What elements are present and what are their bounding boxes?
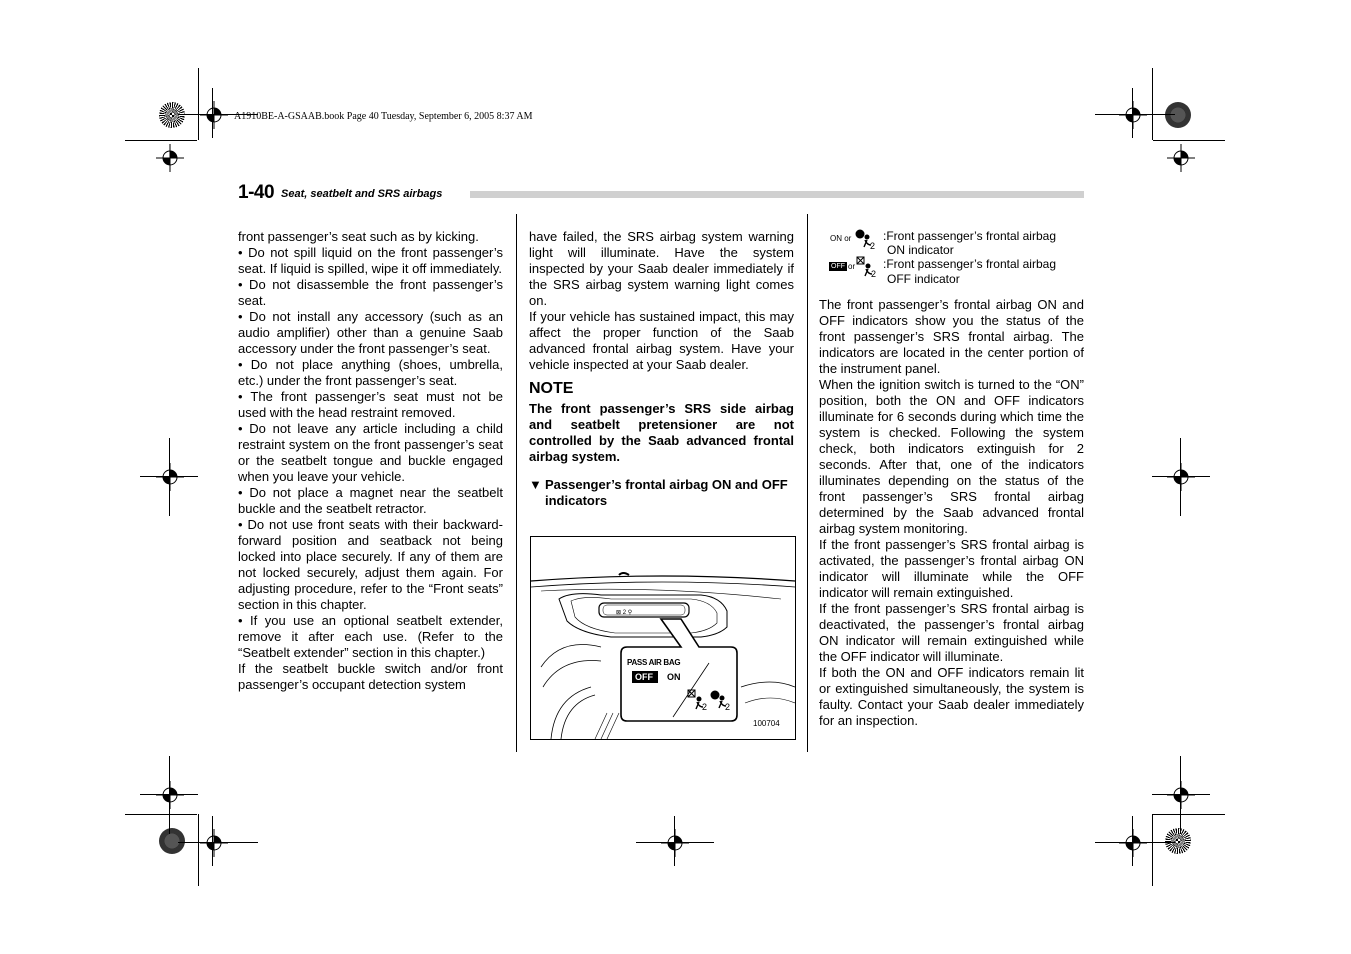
subsection-heading-text: Passenger’s frontal airbag ON and OFF indicators — [545, 477, 788, 508]
rosette-mark — [159, 828, 185, 854]
column-divider — [807, 214, 808, 752]
rosette-mark — [159, 102, 185, 128]
figure-number: 100704 — [753, 719, 780, 728]
rosette-mark — [1165, 828, 1191, 854]
off-box-icon: OFF — [831, 263, 845, 270]
svg-text:2: 2 — [871, 269, 877, 278]
column-3 — [819, 297, 1084, 729]
registration-mark — [1166, 462, 1196, 492]
paragraph: If your vehicle has sustained impact, this may affect the proper function of the Saab advanced frontal airbag system. Have your vehicle inspected at your Saab dealer. — [529, 309, 794, 372]
column-divider — [516, 214, 517, 752]
legend-prefix-or: or — [848, 262, 856, 271]
bullet-item: • Do not install any accessory (such as an audio amplifier) other than a genuine Saab accessory under the front passenger’s seat. — [238, 309, 503, 356]
registration-mark — [155, 462, 185, 492]
svg-text:2: 2 — [725, 702, 731, 711]
file-stamp: A1910BE-A-GSAAB.book Page 40 Tuesday, September 6, 2005 8:37 AM — [234, 111, 533, 122]
panel-label: PASS AIR BAG — [627, 658, 681, 667]
bullet-item: • The front passenger’s seat must not be used with the head restraint removed. — [238, 389, 503, 420]
paragraph: If both the ON and OFF indicators remain lit or extinguished simultaneously, the system is faulty. Contact your Saab dealer immediately for an inspection. — [819, 665, 1084, 728]
bullet-item: • Do not place a magnet near the seatbelt buckle and the seatbelt retractor. — [238, 485, 503, 516]
bullet-item: • Do not use front seats with their backward-forward position and seatback not being locked into place securely. If any of them are not locked securely, adjust them again. For adjusting procedure, refer to the “Front seats” section in this chapter. — [238, 517, 503, 612]
paragraph: have failed, the SRS airbag system warning light will illuminate. Have the system inspected by your Saab dealer immediately if the SRS airbag system warning light comes on. — [529, 229, 794, 308]
paragraph: If the front passenger’s SRS frontal airbag is activated, the passenger’s frontal airbag ON indicator will illuminate while the OFF indicator will remain extinguished. — [819, 537, 1084, 600]
registration-mark — [1118, 100, 1148, 130]
on-indicator-label: ON — [667, 672, 681, 682]
paragraph: When the ignition switch is turned to the “ON” position, both the ON and OFF indicators illuminate for 6 seconds during which time the system is checked. Following the system check, both indicators extinguish for 2 seconds. After that, one of the indicators illuminates depending on the status of the front passenger’s SRS frontal airbag determined by the Saab advanced frontal airbag system monitoring. — [819, 377, 1084, 536]
section-title: Seat, seatbelt and SRS airbags — [281, 188, 443, 200]
registration-mark — [1118, 828, 1148, 858]
header-bar — [470, 191, 1084, 198]
svg-text:2: 2 — [702, 702, 708, 711]
off-indicator-label: OFF — [635, 672, 653, 682]
legend-text: OFF indicator — [887, 272, 960, 286]
airbag-off-icon — [856, 256, 878, 278]
paragraph: The front passenger’s frontal airbag ON and OFF indicators show you the status of the front passenger’s SRS frontal airbag. The indicators are located in the center portion of the instrument panel. — [819, 297, 1084, 376]
registration-mark — [1166, 143, 1196, 173]
paragraph: front passenger’s seat such as by kicking. — [238, 229, 479, 244]
page-number: 1-40 — [238, 182, 275, 203]
bullet-item: • Do not disassemble the front passenger’s seat. — [238, 277, 503, 308]
dashboard-drawing — [531, 537, 795, 739]
airbag-on-icon — [854, 228, 878, 250]
paragraph: If the seatbelt buckle switch and/or front passenger’s occupant detection system — [238, 661, 503, 692]
note-title: NOTE — [529, 380, 574, 397]
note-text: The front passenger’s SRS side airbag and seatbelt pretensioner are not controlled by the Saab advanced frontal airbag system. — [529, 401, 794, 464]
airbag-off-icon — [687, 689, 709, 711]
svg-text:⊠ 2 ⚲: ⊠ 2 ⚲ — [616, 610, 633, 616]
airbag-on-icon — [709, 689, 733, 711]
registration-mark — [1166, 780, 1196, 810]
legend-prefix-on: ON or — [830, 234, 852, 243]
triangle-marker-icon: ▼ — [529, 477, 542, 492]
column-2 — [529, 229, 794, 509]
registration-mark — [199, 100, 229, 130]
bullet-item: • Do not place anything (shoes, umbrella, etc.) under the front passenger’s seat. — [238, 357, 503, 388]
registration-mark — [199, 828, 229, 858]
registration-mark — [660, 828, 690, 858]
legend-text: ON indicator — [887, 243, 954, 257]
registration-mark — [155, 143, 185, 173]
registration-mark — [155, 780, 185, 810]
legend-text: :Front passenger’s frontal airbag — [883, 229, 1056, 243]
column-1 — [238, 229, 503, 693]
paragraph: If the front passenger’s SRS frontal airbag is deactivated, the passenger’s frontal airbag ON indicator will remain extinguished while the OFF indicator will illuminate. — [819, 601, 1084, 664]
dashboard-illustration — [530, 536, 796, 740]
bullet-item: • Do not spill liquid on the front passenger’s seat. If liquid is spilled, wipe it off immediately. — [238, 245, 503, 276]
bullet-item: • If you use an optional seatbelt extender, remove it after each use. (Refer to the “Seatbelt extender” section in this chapter.) — [238, 613, 503, 660]
subsection-heading — [529, 477, 794, 509]
legend-text: :Front passenger’s frontal airbag — [883, 257, 1056, 271]
bullet-item: • Do not leave any article including a child restraint system on the front passenger’s seat or the seatbelt tongue and buckle engaged when you leave your vehicle. — [238, 421, 503, 484]
svg-text:2: 2 — [870, 241, 876, 250]
rosette-mark — [1165, 102, 1191, 128]
